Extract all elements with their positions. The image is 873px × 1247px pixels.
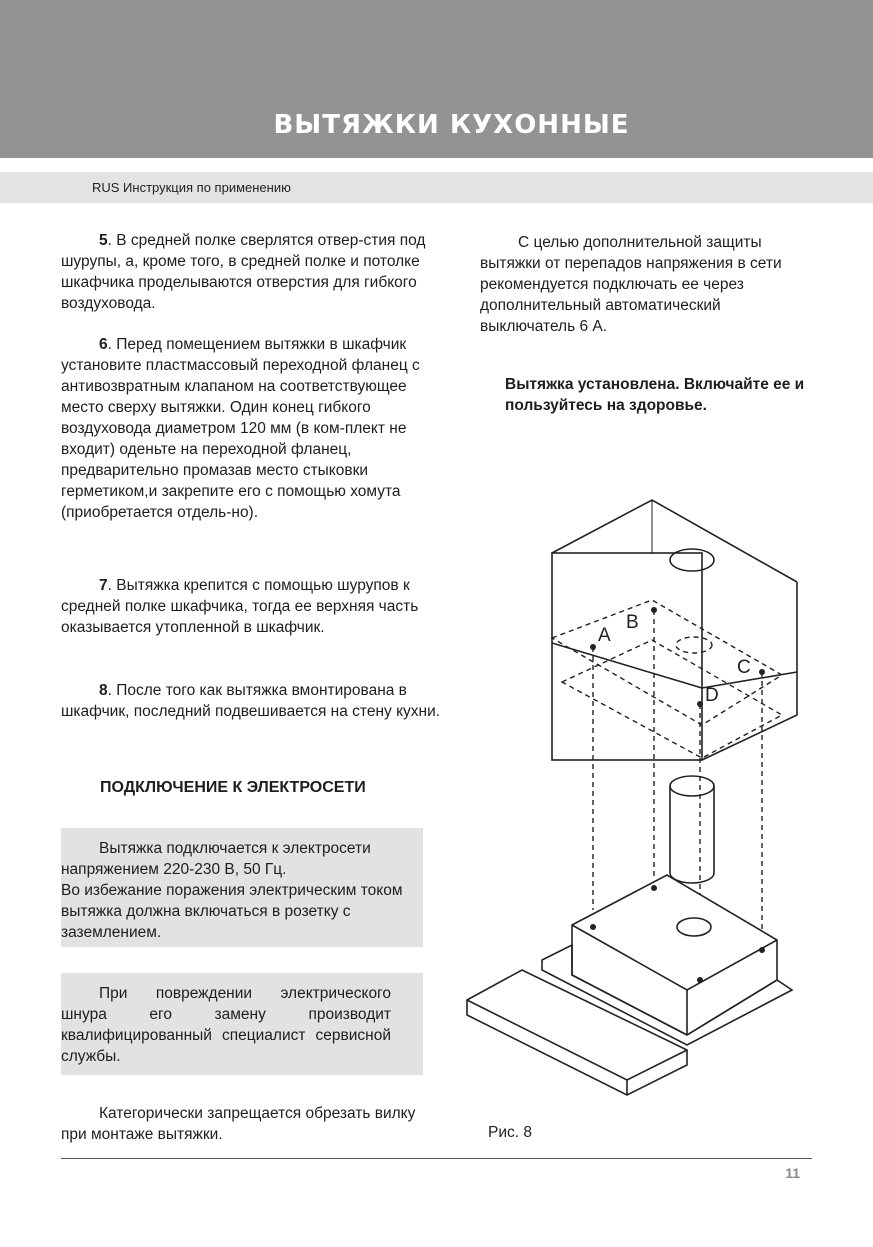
document-subtitle: RUS Инструкция по применению: [92, 180, 291, 195]
step-number: 8: [99, 682, 108, 699]
step-number: 6: [99, 336, 108, 353]
screw-point-a: [590, 644, 596, 650]
final-warning: [61, 1103, 431, 1145]
label-d: D: [705, 685, 719, 706]
footer-rule: [61, 1158, 812, 1159]
step-text: . После того как вытяжка вмонтирована в шкафчик, последний подвешивается на стену кухни.: [61, 682, 441, 720]
step-number: 5: [99, 232, 108, 249]
hood-screw-a: [590, 924, 596, 930]
screw-point-d: [697, 701, 703, 707]
paragraph-8: [61, 680, 451, 722]
hood-screw-d: [697, 977, 703, 983]
page-title: ВЫТЯЖКИ КУХОННЫЕ: [273, 110, 630, 140]
final-warning-text: Категорически запрещается обрезать вилку при монтаже вытяжки.: [61, 1105, 416, 1143]
label-a: A: [598, 625, 611, 646]
right-paragraph: [480, 232, 820, 337]
cord-replacement-box: [61, 973, 423, 1075]
paragraph-5: [61, 230, 431, 314]
paragraph-6: [61, 334, 431, 523]
cord-replacement-text: При повреждении электрического шнура его замену производит квалифицированный специалист сервисной службы.: [61, 985, 391, 1065]
step-text: . В средней полке сверлятся отвер-стия под шурупы, а, кроме того, в средней полке и потолке шкафчика проделываются отверстия для гибкого воздуховода.: [61, 232, 426, 312]
electrical-info-line-1: Вытяжка подключается к электросети напряжением 220-230 В, 50 Гц.: [61, 840, 371, 878]
cabinet-front: [552, 553, 702, 760]
step-number: 7: [99, 577, 108, 594]
hood-screw-c: [759, 947, 765, 953]
page-number: 11: [785, 1165, 800, 1181]
paragraph-7: [61, 575, 431, 638]
duct-top: [670, 776, 714, 796]
section-title: ПОДКЛЮЧЕНИЕ К ЭЛЕКТРОСЕТИ: [100, 779, 366, 796]
figure-caption: Рис. 8: [488, 1124, 532, 1141]
label-b: B: [626, 612, 639, 633]
screw-point-c: [759, 669, 765, 675]
installation-complete-notice: Вытяжка установлена. Включайте ее и пользуйтесь на здоровье.: [505, 376, 805, 414]
screw-point-b: [651, 607, 657, 613]
protection-text: С целью дополнительной защиты вытяжки от перепадов напряжения в сети рекомендуется подключать ее через дополнительный автоматический выключатель 6 А.: [480, 234, 782, 335]
step-text: . Вытяжка крепится с помощью шурупов к средней полке шкафчика, тогда ее верхняя часть оказывается утопленной в шкафчик.: [61, 577, 419, 636]
electrical-info-line-2: Во избежание поражения электрическим током вытяжка должна включаться в розетку с заземлением.: [61, 882, 403, 941]
electrical-info-box: [61, 828, 423, 947]
hood-screw-b: [651, 885, 657, 891]
step-text: . Перед помещением вытяжки в шкафчик установите пластмассовый переходной фланец с антивозвратным клапаном на соответствующее место сверху вытяжки. Один конец гибкого воздуховода диаметром 120 мм (в ком-плект не входит) оденьте на переходной фланец, предварительно промазав место стыковки герметиком,и закрепите его с помощью хомута (приобретается отдель-но).: [61, 336, 420, 521]
label-c: C: [737, 657, 751, 678]
installation-figure: [462, 490, 822, 1110]
